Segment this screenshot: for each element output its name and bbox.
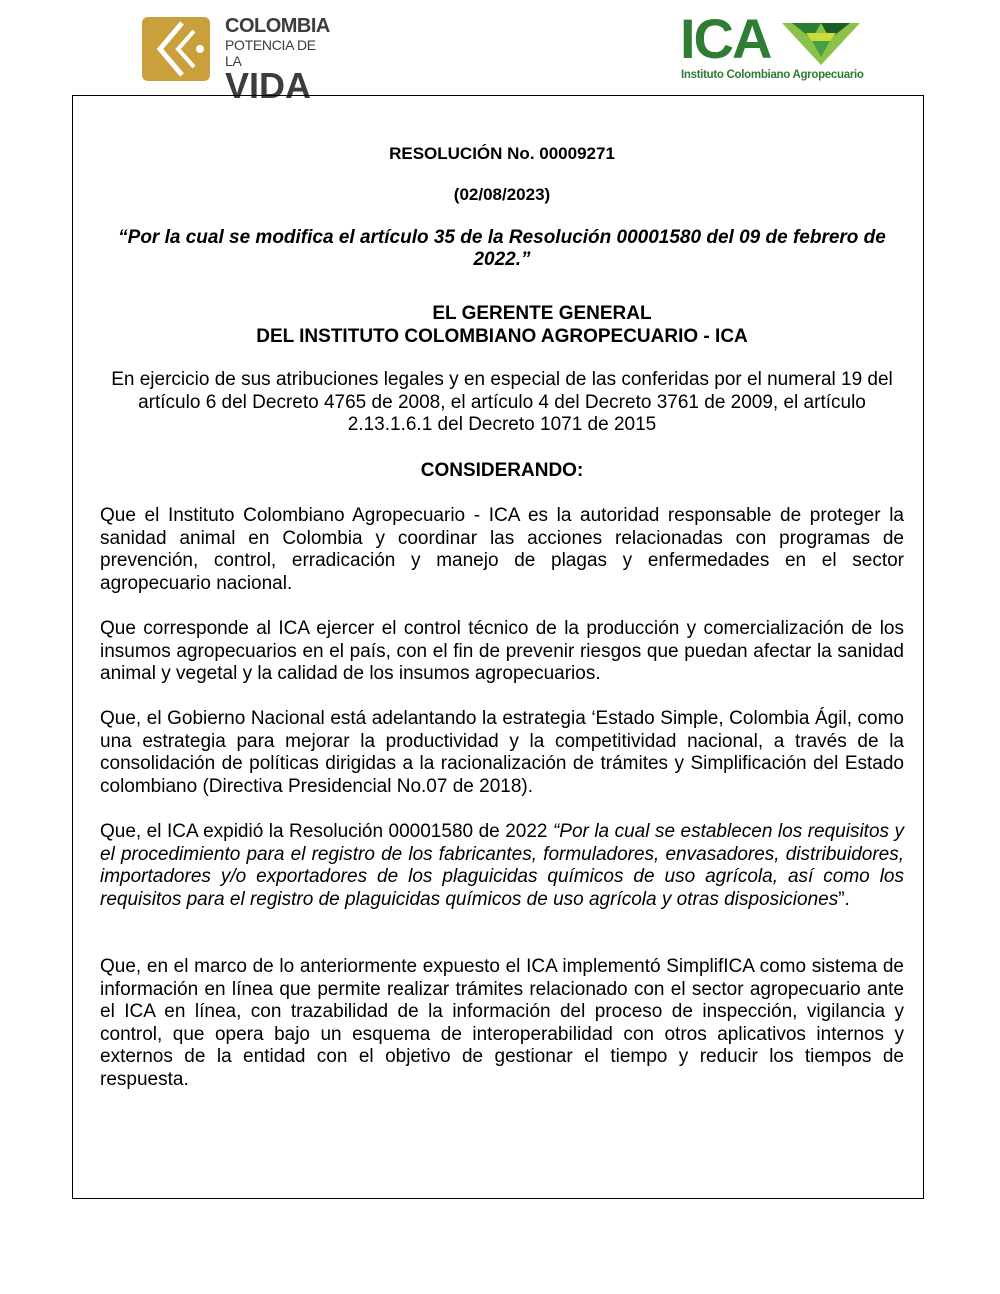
resolution-date: (02/08/2023)	[453, 185, 551, 204]
ica-diamond-mark-icon	[782, 19, 860, 65]
colombia-potencia-emblem-icon	[142, 17, 210, 81]
ica-subtitle: Instituto Colombiano Agropecuario	[681, 69, 864, 81]
colombia-potencia-de-la-vida-logo	[142, 15, 332, 106]
resolution-number: RESOLUCIÓN No. 00009271	[389, 144, 615, 163]
considerando-paragraph-3: Que, el Gobierno Nacional está adelantando la estrategia ‘Estado Simple, Colombia Ágil, como una estrategia para mejorar la productividad y la competitividad nacional, a través de la consolidación de políticas dirigidas a la racionalización de trámites y Simplificación del Estado colombiano (Directiva Presidencial No.07 de 2018).	[100, 708, 904, 797]
resolution-title: “Por la cual se modifica el artículo 35 de la Resolución 00001580 del 09 de febrero de 2022.”	[118, 227, 886, 270]
paragraph-4-quote: “Por la cual se establecen los requisitos y el procedimiento para el registro de los fabricantes, formuladores, envasadores, distribuidores, importadores y/o exportadores de los plaguicidas químicos de uso agrícola, así como los requisitos para el registro de plaguicidas químicos de uso agrícola y otras disposiciones	[100, 821, 904, 910]
powers-statement: En ejercicio de sus atribuciones legales y en especial de las conferidas por el numeral 19 del artículo 6 del Decreto 4765 de 2008, el artículo 4 del Decreto 3761 de 2009, el artículo 2.13.1.6.1 del Decreto 1071 de 2015	[111, 369, 893, 436]
considerando-paragraph-4	[100, 821, 904, 911]
official-title-line1: EL GERENTE GENERAL	[432, 303, 652, 324]
considerando-paragraph-2: Que corresponde al ICA ejercer el control técnico de la producción y comercialización de los insumos agropecuarios en el país, con el fin de prevenir riesgos que puedan afectar la sanidad animal y vegetal y la calidad de los insumos agropecuarios.	[100, 618, 904, 685]
logo-line-potencia: POTENCIA DE LA	[225, 37, 316, 69]
official-title-line2: DEL INSTITUTO COLOMBIANO AGROPECUARIO - ICA	[256, 326, 748, 347]
logo-line-vida: VIDA	[225, 65, 312, 106]
ica-logo	[680, 7, 870, 85]
considerando-heading: CONSIDERANDO:	[420, 460, 584, 481]
paragraph-4-end: ”.	[838, 888, 850, 910]
paragraph-4-text: Que, el ICA expidió la Resolución 00001580 de 2022	[100, 821, 553, 842]
ica-acronym: ICA	[680, 7, 771, 70]
considerando-paragraph-5: Que, en el marco de lo anteriormente expuesto el ICA implementó SimplifICA como sistema de información en línea que permite realizar trámites relacionado con el sector agropecuario ante el ICA en línea, con trazabilidad de la información del proceso de inspección, vigilancia y control, que opera bajo un esquema de interoperabilidad con otros aplicativos internos y externos de la entidad con el objetivo de gestionar el tiempo y reducir los tiempos de respuesta.	[100, 956, 904, 1090]
considerando-paragraph-1: Que el Instituto Colombiano Agropecuario - ICA es la autoridad responsable de proteger la sanidad animal en Colombia y coordinar las acciones relacionadas con programas de prevención, control, erradicación y manejo de plagas y enfermedades en el sector agropecuario nacional.	[100, 505, 904, 594]
document-frame	[72, 95, 924, 1199]
logo-line-colombia: COLOMBIA	[225, 15, 330, 37]
